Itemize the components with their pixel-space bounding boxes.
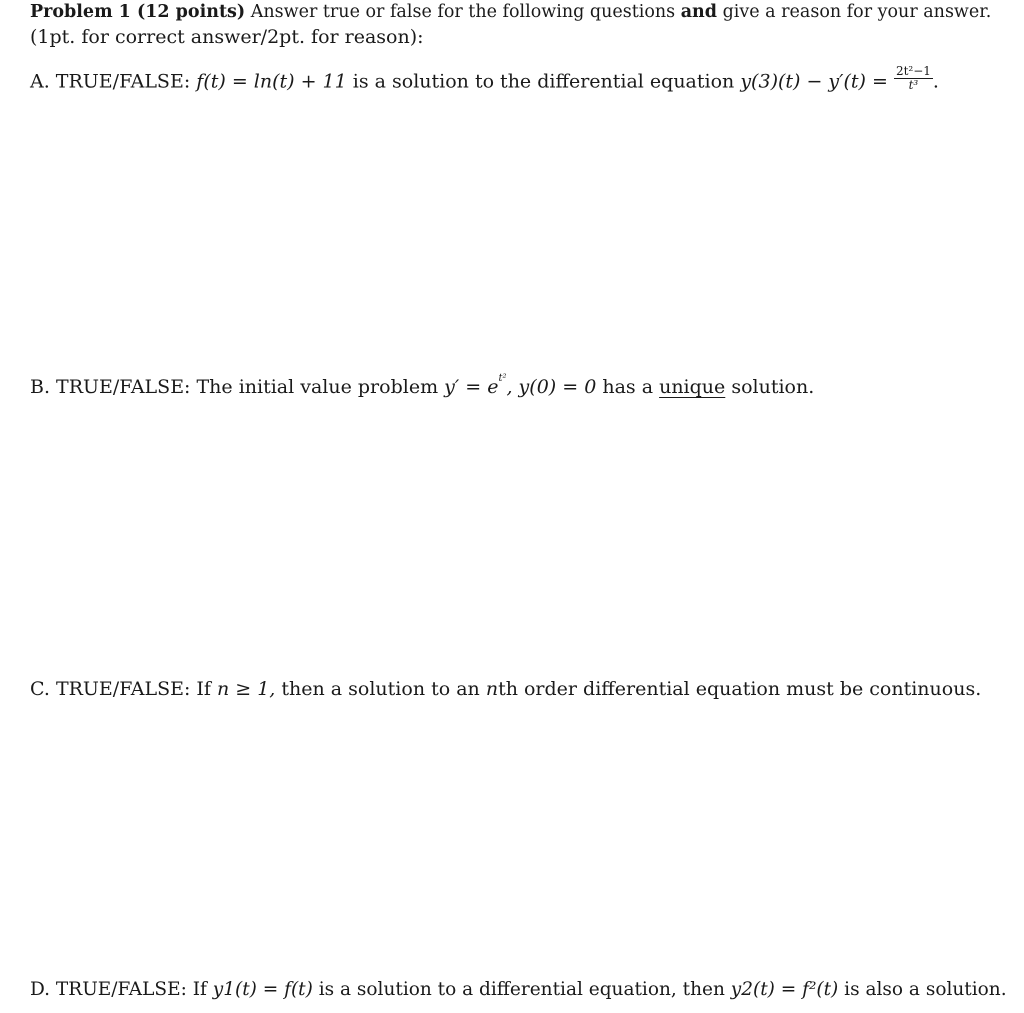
problem-header [30, 0, 991, 24]
question-a-fraction [894, 65, 933, 92]
question-d-end: is also a solution. [844, 979, 1007, 1000]
question-c-condition: n ≥ 1, [216, 678, 276, 700]
problem-intro-and: and [680, 2, 717, 22]
question-a-equation: y(3)(t) − y′(t) = [740, 70, 888, 93]
question-b-end: solution. [731, 376, 815, 398]
question-b-condition: , y(0) = 0 [506, 376, 597, 398]
question-a-function: f(t) = ln(t) + 11 [196, 70, 347, 93]
question-b-unique: unique [659, 376, 726, 398]
question-b-equation: y′ = e [444, 376, 499, 398]
question-a-prefix: A. TRUE/FALSE: [30, 70, 191, 93]
question-c [30, 677, 981, 701]
problem-intro-a: Answer true or false for the following questions [250, 2, 676, 22]
question-c-prefix: C. TRUE/FALSE: If [30, 678, 211, 700]
problem-intro-line2 [30, 25, 424, 49]
question-d-prefix: D. TRUE/FALSE: If [30, 979, 207, 1000]
fraction-numerator: 2t²−1 [895, 64, 931, 78]
question-a-end: . [932, 70, 939, 93]
question-a-mid: is a solution to the differential equation [352, 70, 735, 93]
question-a [30, 64, 939, 96]
question-c-mid: then a solution to an [281, 678, 480, 700]
question-b [30, 375, 814, 403]
question-b-prefix: B. TRUE/FALSE: The initial value problem [30, 376, 439, 398]
problem-title: Problem 1 (12 points) [30, 2, 246, 22]
question-d-mid: is a solution to a differential equation, then [318, 979, 725, 1000]
question-b-mid: has a [602, 376, 654, 398]
question-d-y2: y2(t) = f²(t) [730, 979, 839, 1000]
question-d-y1: y1(t) = f(t) [212, 979, 313, 1000]
question-d [30, 978, 1007, 1002]
problem-intro-b: give a reason for your answer. [722, 2, 992, 22]
question-c-end: th order differential equation must be continuous. [498, 678, 982, 700]
question-b-exponent: t² [498, 373, 507, 384]
scoring-note: (1pt. for correct answer/2pt. for reason): [30, 26, 424, 48]
fraction-denominator: t³ [908, 78, 919, 92]
question-c-n: n [485, 678, 499, 700]
